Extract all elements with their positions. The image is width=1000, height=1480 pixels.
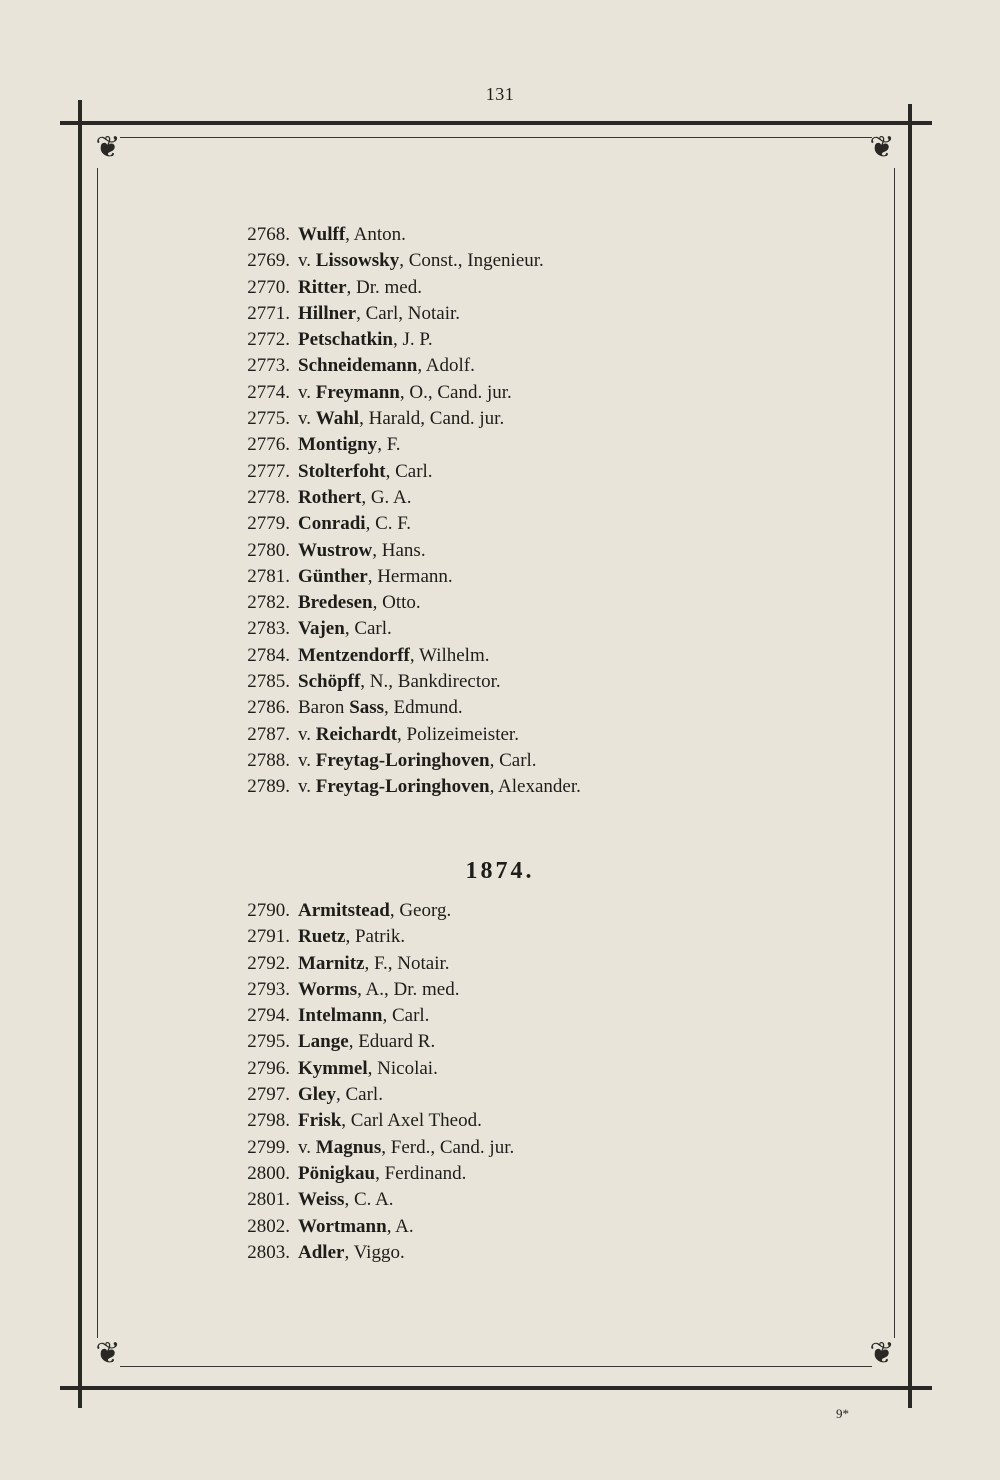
list-item bbox=[210, 924, 770, 950]
entry-name: Schneidemann bbox=[298, 355, 418, 377]
entry-number: 2770. bbox=[247, 276, 290, 298]
list-item bbox=[210, 774, 770, 800]
entry-number: 2777. bbox=[247, 460, 290, 482]
entry-number: 2774. bbox=[247, 381, 290, 403]
entry-name: Pönigkau bbox=[298, 1162, 376, 1184]
list-item bbox=[210, 669, 770, 695]
list-item bbox=[210, 1029, 770, 1055]
entry-details: , Carl, Notair. bbox=[356, 302, 461, 324]
entry-details: , Dr. med. bbox=[346, 276, 422, 298]
list-item bbox=[210, 590, 770, 616]
entry-name: Frisk bbox=[298, 1110, 342, 1132]
inner-border-bottom bbox=[120, 1366, 872, 1367]
list-item bbox=[210, 1161, 770, 1187]
list-item bbox=[210, 1082, 770, 1108]
list-item bbox=[210, 327, 770, 353]
entry-prefix: v. bbox=[298, 381, 316, 403]
entry-name: Mentzendorff bbox=[298, 644, 410, 666]
entry-details: , A., Dr. med. bbox=[357, 978, 460, 1000]
page-number: 131 bbox=[485, 84, 515, 104]
list-item bbox=[210, 301, 770, 327]
border-left bbox=[78, 100, 82, 1408]
entry-number: 2773. bbox=[247, 355, 290, 377]
list-item bbox=[210, 1056, 770, 1082]
entry-details: , Adolf. bbox=[417, 355, 475, 377]
entry-prefix: v. bbox=[298, 723, 316, 745]
corner-ornament-icon: ❦ bbox=[869, 1337, 895, 1370]
entry-details: , A. bbox=[386, 1215, 414, 1237]
list-item bbox=[210, 275, 770, 301]
list-item bbox=[210, 380, 770, 406]
entry-number: 2776. bbox=[247, 434, 290, 456]
entry-name: Günther bbox=[298, 565, 368, 587]
entry-details: , Edmund. bbox=[384, 697, 463, 719]
entry-details: , G. A. bbox=[361, 486, 412, 508]
entry-name: Worms bbox=[298, 978, 358, 1000]
entry-name: Freymann bbox=[315, 381, 400, 403]
entry-details: , C. F. bbox=[365, 513, 412, 535]
list-item bbox=[210, 643, 770, 669]
signature-mark: 9* bbox=[836, 1406, 849, 1421]
entry-details: , Nicolai. bbox=[367, 1057, 438, 1079]
entry-number: 2782. bbox=[247, 592, 290, 614]
entry-details: , Harald, Cand. jur. bbox=[359, 408, 505, 430]
entry-name: Magnus bbox=[315, 1136, 382, 1158]
entry-name: Vajen bbox=[298, 618, 345, 640]
entry-number: 2789. bbox=[247, 776, 290, 798]
year-heading: 1874. bbox=[465, 858, 535, 884]
entry-details: , C. A. bbox=[344, 1189, 394, 1211]
entry-number: 2771. bbox=[247, 302, 290, 324]
list-item bbox=[210, 1108, 770, 1134]
entry-name: Armitstead bbox=[298, 900, 390, 921]
entry-name: Wortmann bbox=[298, 1215, 387, 1237]
entry-name: Lissowsky bbox=[315, 250, 400, 272]
entry-number: 2780. bbox=[247, 539, 290, 561]
corner-ornament-icon: ❦ bbox=[95, 131, 121, 164]
entry-number: 2802. bbox=[247, 1215, 290, 1237]
entry-number: 2791. bbox=[247, 926, 290, 948]
entry-name: Ritter bbox=[298, 276, 347, 298]
entry-details: , Carl. bbox=[382, 1005, 430, 1027]
entry-name: Lange bbox=[298, 1031, 349, 1053]
entry-name: Stolterfoht bbox=[298, 460, 386, 482]
entry-name: Reichardt bbox=[315, 723, 398, 745]
inner-border-right bbox=[894, 168, 895, 1338]
list-item bbox=[210, 616, 770, 642]
entry-details: , J. P. bbox=[393, 329, 433, 351]
entry-details: , Wilhelm. bbox=[409, 644, 490, 666]
entry-name: Hillner bbox=[298, 302, 357, 324]
entry-details: , Anton. bbox=[345, 224, 406, 245]
entry-prefix: v. bbox=[298, 250, 316, 272]
entry-prefix: v. bbox=[298, 408, 316, 430]
entry-name: Wulff bbox=[298, 224, 346, 245]
entry-number: 2790. bbox=[247, 900, 290, 921]
member-list-2 bbox=[210, 898, 770, 1266]
border-bottom bbox=[60, 1386, 932, 1390]
entry-name: Adler bbox=[298, 1241, 345, 1263]
entry-details: , Carl. bbox=[385, 460, 433, 482]
entry-name: Wahl bbox=[315, 408, 360, 430]
entry-name: Freytag-Loringhoven bbox=[315, 749, 490, 771]
entry-details: , F. bbox=[377, 434, 401, 456]
entry-number: 2775. bbox=[247, 408, 290, 430]
entry-details: , F., Notair. bbox=[364, 952, 450, 974]
entry-details: , Polizeimeister. bbox=[397, 723, 519, 745]
entry-name: Kymmel bbox=[298, 1057, 368, 1079]
list-item bbox=[210, 1187, 770, 1213]
entry-details: , Eduard R. bbox=[348, 1031, 436, 1053]
entry-number: 2787. bbox=[247, 723, 290, 745]
list-item bbox=[210, 1003, 770, 1029]
inner-border-top bbox=[120, 137, 872, 138]
entry-details: , Carl. bbox=[344, 618, 392, 640]
list-item bbox=[210, 432, 770, 458]
entry-number: 2779. bbox=[247, 513, 290, 535]
entry-details: , Hermann. bbox=[367, 565, 453, 587]
entry-prefix: v. bbox=[298, 1136, 316, 1158]
entry-name: Rothert bbox=[298, 486, 362, 508]
list-item bbox=[210, 1214, 770, 1240]
entry-number: 2796. bbox=[247, 1057, 290, 1079]
entry-prefix: Baron bbox=[298, 697, 350, 719]
border-right bbox=[908, 104, 912, 1408]
entry-details: , O., Cand. jur. bbox=[399, 381, 512, 403]
entry-prefix: v. bbox=[298, 776, 316, 798]
entry-details: , Carl. bbox=[336, 1084, 383, 1106]
list-item bbox=[210, 695, 770, 721]
entry-number: 2784. bbox=[247, 644, 290, 666]
list-item bbox=[210, 748, 770, 774]
entry-number: 2793. bbox=[247, 978, 290, 1000]
entry-number: 2799. bbox=[247, 1136, 290, 1158]
list-item bbox=[210, 406, 770, 432]
entry-details: , Carl. bbox=[489, 749, 537, 771]
entry-name: Sass bbox=[349, 697, 385, 719]
entry-details: , Georg. bbox=[389, 900, 452, 921]
list-item bbox=[210, 222, 770, 248]
entry-details: , Otto. bbox=[372, 592, 421, 614]
corner-ornament-icon: ❦ bbox=[869, 131, 895, 164]
list-item bbox=[210, 977, 770, 1003]
entry-number: 2798. bbox=[247, 1110, 290, 1132]
entry-details: , Const., Ingenieur. bbox=[399, 250, 544, 272]
entry-details: , Alexander. bbox=[489, 776, 581, 798]
entry-name: Marnitz bbox=[298, 952, 365, 974]
list-item bbox=[210, 538, 770, 564]
entry-name: Bredesen bbox=[298, 592, 373, 614]
list-item bbox=[210, 564, 770, 590]
list-item bbox=[210, 248, 770, 274]
entry-prefix: v. bbox=[298, 749, 316, 771]
entry-name: Freytag-Loringhoven bbox=[315, 776, 490, 798]
entry-details: , Carl Axel Theod. bbox=[341, 1110, 482, 1132]
entry-number: 2768. bbox=[247, 224, 290, 245]
entry-number: 2794. bbox=[247, 1005, 290, 1027]
list-item bbox=[210, 353, 770, 379]
list-item bbox=[210, 459, 770, 485]
entry-number: 2797. bbox=[247, 1084, 290, 1106]
entry-name: Schöpff bbox=[298, 671, 361, 693]
entry-name: Montigny bbox=[298, 434, 378, 456]
entry-number: 2783. bbox=[247, 618, 290, 640]
entry-number: 2801. bbox=[247, 1189, 290, 1211]
entry-name: Ruetz bbox=[298, 926, 346, 948]
list-item bbox=[210, 511, 770, 537]
entry-number: 2800. bbox=[247, 1162, 290, 1184]
entry-details: , Ferdinand. bbox=[375, 1162, 467, 1184]
entry-number: 2785. bbox=[247, 671, 290, 693]
inner-border-left bbox=[97, 168, 98, 1338]
entry-details: , Hans. bbox=[372, 539, 426, 561]
entry-number: 2786. bbox=[247, 697, 290, 719]
entry-name: Gley bbox=[298, 1084, 336, 1106]
list-item bbox=[210, 485, 770, 511]
entry-number: 2795. bbox=[247, 1031, 290, 1053]
entry-number: 2778. bbox=[247, 486, 290, 508]
border-top bbox=[60, 121, 932, 125]
list-item bbox=[210, 898, 770, 924]
entry-number: 2769. bbox=[247, 250, 290, 272]
list-item bbox=[210, 1135, 770, 1161]
member-list-1 bbox=[210, 222, 770, 801]
entry-number: 2788. bbox=[247, 749, 290, 771]
list-item bbox=[210, 951, 770, 977]
entry-name: Intelmann bbox=[298, 1005, 383, 1027]
entry-name: Petschatkin bbox=[298, 329, 393, 351]
entry-number: 2792. bbox=[247, 952, 290, 974]
entry-name: Conradi bbox=[298, 513, 366, 535]
list-item bbox=[210, 722, 770, 748]
entry-details: , Viggo. bbox=[344, 1241, 405, 1263]
corner-ornament-icon: ❦ bbox=[95, 1337, 121, 1370]
entry-details: , Ferd., Cand. jur. bbox=[381, 1136, 515, 1158]
list-item bbox=[210, 1240, 770, 1266]
entry-details: , Patrik. bbox=[345, 926, 406, 948]
entry-number: 2803. bbox=[247, 1241, 290, 1263]
entry-number: 2781. bbox=[247, 565, 290, 587]
entry-details: , N., Bankdirector. bbox=[360, 671, 501, 693]
entry-name: Wustrow bbox=[298, 539, 373, 561]
entry-number: 2772. bbox=[247, 329, 290, 351]
entry-name: Weiss bbox=[298, 1189, 345, 1211]
